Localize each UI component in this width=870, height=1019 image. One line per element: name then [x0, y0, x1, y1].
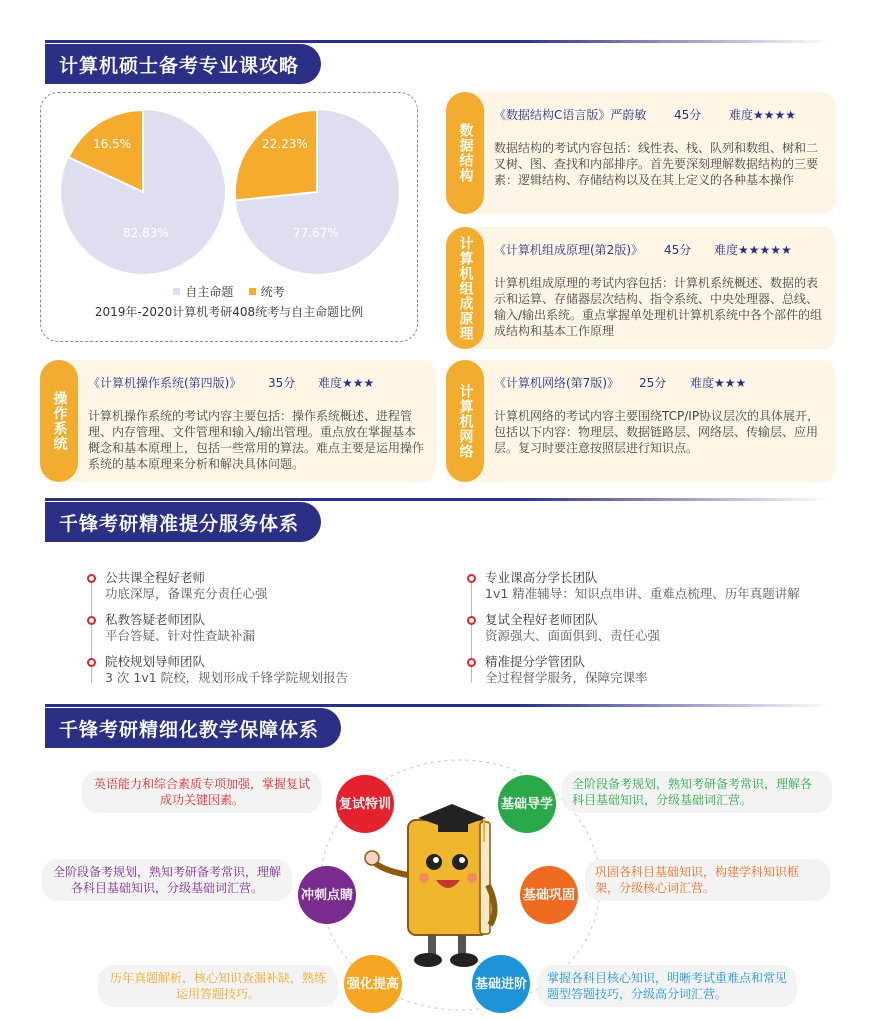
subject-tab: 计算机组成原理	[446, 227, 484, 349]
pie-caption: 2019年-2020计算机考研408统考与自主命题比例	[94, 305, 364, 319]
difficulty: 难度★★★★	[729, 108, 797, 122]
pie-chart-left	[58, 107, 228, 277]
subject-tab: 数据结构	[446, 92, 484, 214]
section-header	[45, 501, 321, 543]
bullet-ring-icon	[87, 658, 96, 667]
book-title: 《数据结构C语言版》严蔚敏	[494, 108, 647, 122]
subject-card-computer-organization	[446, 227, 836, 349]
bullet-ring-icon	[87, 574, 96, 583]
service-desc: 3 次 1v1 院校，规划形成千锋学院规划报告	[105, 670, 349, 685]
bubble-foundation-consolidation: 基础巩固	[520, 866, 578, 924]
subject-card-computer-network	[446, 360, 836, 482]
card-body: 计算机网络的考试内容主要围绕TCP/IP协议层次的具体展开，包括以下内容：物理层、数据链路层、网络层、传输层、应用层。复习时要注意按照层进行知识点。	[494, 409, 820, 455]
service-desc: 平台答疑、针对性查缺补漏	[105, 628, 256, 643]
card-body: 计算机操作系统的考试内容主要包括：操作系统概述、进程管理、内存管理、文件管理和输入/输出管理。重点放在掌握基本概念和基本原理上，包括一些常用的算法。难点主要是运用操作系统的基本原理来分析和解决具体问题。	[88, 409, 425, 471]
book-title: 《计算机操作系统(第四版)》	[88, 376, 242, 390]
bullet-ring-icon	[87, 616, 96, 625]
pie-legend	[41, 283, 417, 300]
section-title: 千锋考研精细化教学保障体系	[45, 708, 341, 748]
subject-card-data-structures	[446, 92, 836, 214]
service-item	[105, 654, 348, 686]
service-desc: 1v1 精准辅导：知识点串讲、重难点梳理、历年真题讲解	[485, 586, 800, 601]
service-title: 院校规划导师团队	[105, 654, 206, 669]
note-strengthening: 历年真题解析，核心知识查漏补缺，熟练运用答题技巧。	[98, 965, 338, 1007]
pie-label-self: 77.67%	[293, 226, 339, 240]
legend-swatch-self	[173, 288, 180, 295]
pie-chart-panel	[40, 92, 418, 342]
pie-label-self: 82.83%	[123, 226, 169, 240]
book-line	[494, 374, 747, 391]
service-desc: 功底深厚，备课充分责任心强	[105, 586, 268, 601]
bubble-sprint-highlight: 冲刺点睛	[298, 866, 356, 924]
section-header	[45, 707, 341, 749]
note-sprint-highlight: 全阶段备考规划，熟知考研备考常识，理解各科目基础知识，分级基础词汇营。	[42, 859, 292, 901]
pie-chart-right	[232, 107, 402, 277]
book-title: 《计算机网络(第7版)》	[494, 376, 619, 390]
book-line	[88, 374, 375, 391]
bubble-final-exam-training: 复试特训	[336, 775, 394, 833]
note-foundation-consolidation: 巩固各科目基础知识，构建学科知识框架，分级核心词汇营。	[585, 859, 830, 901]
book-line	[494, 241, 792, 258]
service-title: 公共课全程好老师	[105, 570, 206, 585]
note-foundation-guide: 全阶段备考规划，熟知考研备考常识，理解各科目基础知识，分级基础词汇营。	[562, 771, 832, 813]
subject-tab: 操作系统	[40, 360, 78, 482]
subject-tab: 计算机网络	[446, 360, 484, 482]
service-item	[485, 654, 648, 686]
legend-label-self: 自主命题	[185, 285, 234, 299]
service-title: 私教答疑老师团队	[105, 612, 206, 627]
score: 45分	[674, 108, 702, 122]
service-desc: 资源强大、面面俱到、责任心强	[485, 628, 661, 643]
bubble-foundation-guide: 基础导学	[498, 775, 556, 833]
book-title: 《计算机组成原理(第2版)》	[494, 243, 643, 257]
score: 35分	[268, 376, 296, 390]
section-title: 计算机硕士备考专业课攻略	[45, 44, 321, 84]
service-title: 专业课高分学长团队	[485, 570, 598, 585]
pie-label-unified: 16.5%	[93, 137, 132, 151]
note-foundation-advanced: 掌握各科目核心知识，明晰考试重难点和常见题型答题技巧，分级高分词汇营。	[537, 965, 797, 1007]
bullet-ring-icon	[467, 658, 476, 667]
legend-label-unified: 统考	[260, 285, 285, 299]
service-title: 复试全程好老师团队	[485, 612, 598, 627]
bubble-strengthening: 强化提高	[344, 955, 402, 1013]
service-item	[105, 612, 255, 644]
service-item	[105, 570, 268, 602]
bullet-ring-icon	[467, 574, 476, 583]
service-desc: 全过程督学服务，保障完课率	[485, 670, 648, 685]
difficulty: 难度★★★	[690, 376, 747, 390]
score: 25分	[639, 376, 667, 390]
note-final-exam-training: 英语能力和综合素质专项加强，掌握复试成功关键因素。	[82, 771, 322, 813]
difficulty: 难度★★★	[318, 376, 375, 390]
card-body: 计算机组成原理的考试内容包括：计算机系统概述、数据的表示和运算、存储器层次结构、指令系统、中央处理器、总线、输入/输出系统。重点掌握单处理机计算机系统中各个部件的组成结构和基本工作原理	[494, 276, 823, 338]
pie-label-unified: 22.23%	[262, 137, 308, 151]
book-line	[494, 106, 797, 123]
score: 45分	[664, 243, 692, 257]
subject-card-operating-system	[40, 360, 436, 482]
service-title: 精准提分学管团队	[485, 654, 586, 669]
service-item	[485, 570, 800, 602]
section-header	[45, 43, 321, 85]
bubble-foundation-advanced: 基础进阶	[472, 955, 530, 1013]
service-item	[485, 612, 660, 644]
bullet-ring-icon	[467, 616, 476, 625]
legend-swatch-unified	[249, 288, 256, 295]
card-body: 数据结构的考试内容包括：线性表、栈、队列和数组、树和二叉树、图、查找和内部排序。首先要深刻理解数据结构的三要素：逻辑结构、存储结构以及在其上定义的各种基本操作	[494, 141, 819, 187]
section-title: 千锋考研精准提分服务体系	[45, 502, 321, 542]
pie-slice-unified	[235, 110, 317, 201]
difficulty: 难度★★★★★	[714, 243, 792, 257]
